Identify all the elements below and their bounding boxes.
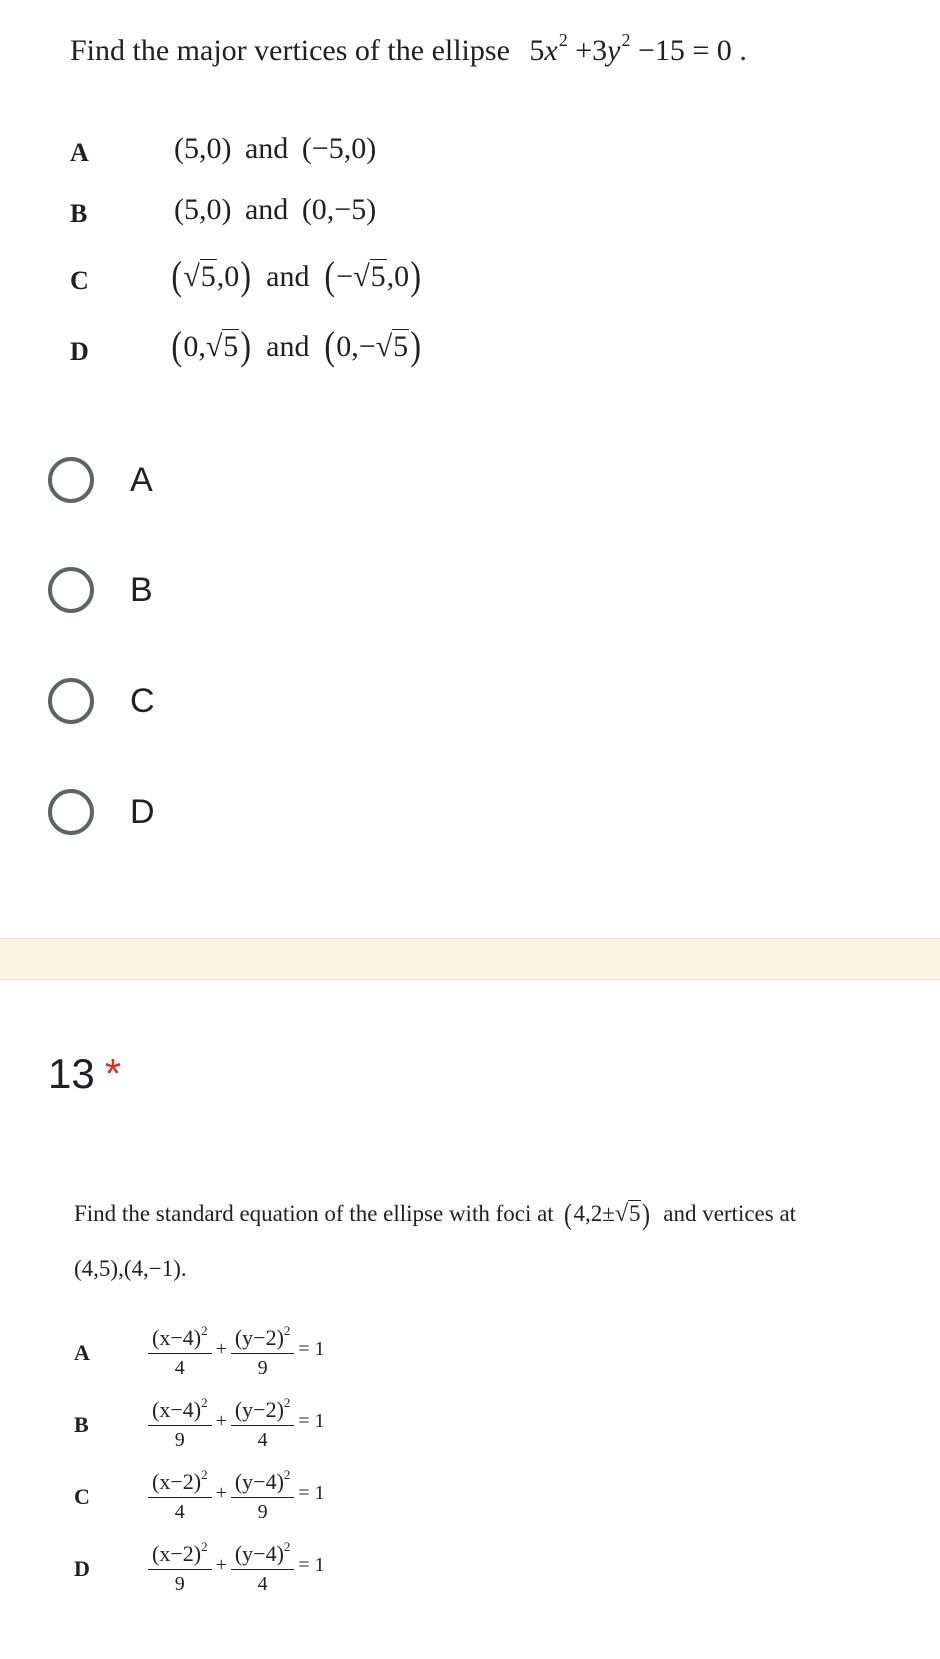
- radio-button-icon[interactable]: [48, 567, 94, 613]
- num-2: (y−4): [234, 1469, 284, 1494]
- den-1: 4: [174, 1501, 185, 1523]
- equals-one: = 1: [298, 1409, 325, 1432]
- radio-button-icon[interactable]: [48, 678, 94, 724]
- sqrt-symbol: √5: [614, 1201, 641, 1227]
- radio-option-c[interactable]: [48, 671, 155, 731]
- choice-b-first: (5,0): [174, 193, 232, 226]
- equals-one: = 1: [298, 1337, 325, 1360]
- eq-term-2: +3: [575, 34, 608, 67]
- foci-pre: 4,2±: [573, 1201, 615, 1226]
- question-13-image: [0, 1180, 940, 1659]
- equation-d: [148, 1532, 329, 1598]
- square: 2: [283, 1323, 291, 1338]
- den-1: 9: [174, 1573, 185, 1595]
- prompt-before: Find the standard equation of the ellipse with foci at: [74, 1201, 554, 1226]
- radio-label-b: B: [130, 570, 153, 609]
- equals-one: = 1: [298, 1553, 325, 1576]
- prompt-text: Find the major vertices of the ellipse: [70, 34, 510, 67]
- choice-letter-b: B: [70, 199, 88, 228]
- choice-b-and: and: [244, 193, 289, 226]
- num-2: (y−4): [234, 1541, 284, 1566]
- choice-c-math: (√5,0) and (−√5,0): [171, 253, 422, 298]
- plus: +: [215, 1337, 227, 1360]
- equation-b: [148, 1388, 329, 1454]
- equals-one: = 1: [298, 1481, 325, 1504]
- radio-option-d[interactable]: [48, 782, 155, 842]
- question-13-heading: [48, 1050, 121, 1098]
- den-2: 9: [257, 1357, 268, 1379]
- eq-coef-1: 5: [529, 34, 545, 67]
- foci-rad: 5: [628, 1201, 641, 1226]
- square: 2: [201, 1467, 208, 1482]
- radio-label-c: C: [130, 681, 155, 720]
- plus: +: [215, 1553, 227, 1576]
- choice-letter-d: D: [74, 1556, 90, 1581]
- plus: +: [215, 1409, 227, 1432]
- square: 2: [201, 1323, 208, 1338]
- den-1: 9: [174, 1429, 185, 1451]
- radio-label-a: A: [130, 460, 153, 499]
- radio-option-a[interactable]: [48, 450, 153, 510]
- radio-button-icon[interactable]: [48, 789, 94, 835]
- question-12-prompt: [70, 30, 747, 68]
- eq-var-x: x: [544, 34, 558, 67]
- choice-c-first-rad: 5: [200, 260, 216, 293]
- den-1: 4: [174, 1357, 185, 1379]
- question-separator: [0, 938, 940, 980]
- sqrt-symbol: √5: [375, 330, 409, 363]
- question-number: 13: [48, 1050, 95, 1097]
- required-asterisk: *: [104, 1050, 122, 1097]
- choice-d-and: and: [266, 330, 310, 363]
- choice-d-first-rad: 5: [223, 330, 239, 363]
- num-1: (x−2): [152, 1469, 202, 1494]
- radio-button-icon[interactable]: [48, 457, 94, 503]
- square: 2: [283, 1467, 291, 1482]
- choice-c-first-post: ,0: [216, 260, 240, 293]
- choice-c-second-rad: 5: [370, 260, 386, 293]
- square: 2: [201, 1539, 208, 1554]
- choice-a-math: [174, 132, 376, 166]
- choice-letter-c: C: [70, 266, 89, 295]
- choice-d-second-pre: 0,−: [336, 330, 376, 363]
- eq-var-y: y: [607, 34, 621, 67]
- eq-power-2: 2: [621, 30, 631, 50]
- choice-b-math: [174, 193, 376, 227]
- den-2: 9: [257, 1501, 268, 1523]
- num-1: (x−2): [152, 1541, 202, 1566]
- sqrt-symbol: √5: [353, 260, 386, 293]
- sqrt-symbol: √5: [205, 330, 239, 363]
- choice-letter-d: D: [70, 337, 89, 366]
- question-13-prompt: Find the standard equation of the ellipse with foci at (4,2±√5) and vertices at: [74, 1198, 797, 1231]
- square: 2: [283, 1395, 291, 1410]
- choice-d-math: (0,√5) and (0,−√5): [171, 323, 422, 368]
- vertices-text: (4,5),(4,−1).: [74, 1256, 187, 1281]
- prompt-after: and vertices at: [663, 1201, 797, 1226]
- equation-c: [148, 1460, 329, 1526]
- eq-power-1: 2: [558, 30, 568, 50]
- num-2: (y−2): [234, 1397, 284, 1422]
- choice-letter-a: A: [74, 1340, 90, 1365]
- num-2: (y−2): [234, 1325, 284, 1350]
- choice-a-first: (5,0): [174, 132, 232, 165]
- sqrt-symbol: √5: [183, 260, 216, 293]
- radio-label-d: D: [130, 792, 155, 831]
- choice-a-and: and: [244, 132, 289, 165]
- num-1: (x−4): [152, 1325, 202, 1350]
- choice-letter-c: C: [74, 1484, 90, 1509]
- choice-d-second-rad: 5: [393, 330, 409, 363]
- ellipse-equation: [529, 30, 747, 67]
- choice-c-and: and: [266, 260, 310, 293]
- eq-period: .: [739, 34, 747, 67]
- radio-option-b[interactable]: [48, 560, 153, 620]
- den-2: 4: [257, 1573, 268, 1595]
- choice-b-second: (0,−5): [301, 193, 377, 226]
- choice-a-second: (−5,0): [301, 132, 377, 165]
- square: 2: [201, 1395, 208, 1410]
- choice-letter-b: B: [74, 1412, 89, 1437]
- den-2: 4: [257, 1429, 268, 1451]
- plus: +: [215, 1481, 227, 1504]
- num-1: (x−4): [152, 1397, 202, 1422]
- equation-a: [148, 1316, 329, 1382]
- choice-letter-a: A: [70, 138, 89, 167]
- choice-c-second-post: ,0: [386, 260, 410, 293]
- choice-d-first-pre: 0,: [183, 330, 206, 363]
- square: 2: [283, 1539, 291, 1554]
- eq-rest: −15 = 0: [637, 34, 732, 67]
- choice-c-second-pre: −: [336, 260, 354, 293]
